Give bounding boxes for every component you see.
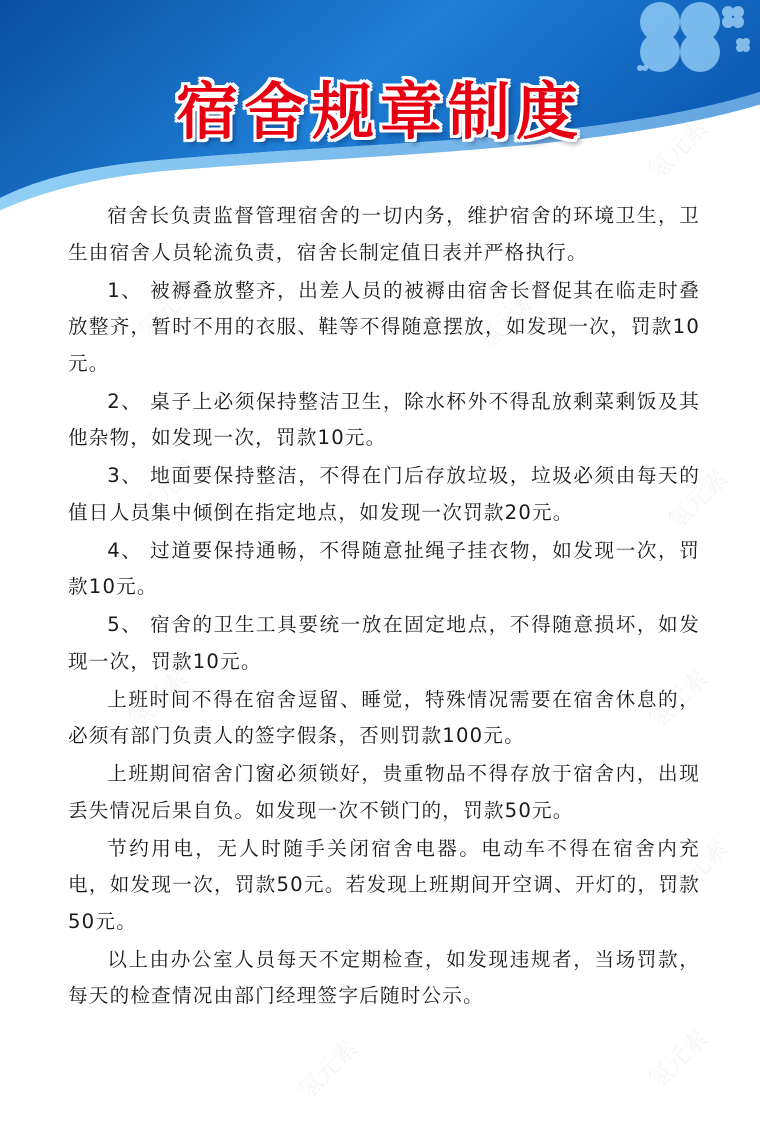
- watermark: [288, 1030, 364, 1106]
- paragraph-rule-3: 3、 地面要保持整洁，不得在门后存放垃圾，垃圾必须由每天的值日人员集中倾倒在指定地点，如发现一次罚款20元。: [68, 464, 700, 524]
- paragraph-electricity: 节约用电，无人时随手关闭宿舍电器。电动车不得在宿舍内充电，如发现一次，罚款50元。若发现上班期间开空调、开灯的，罚款50元。: [68, 836, 700, 933]
- paragraph-rule-4: 4、 过道要保持通畅，不得随意扯绳子挂衣物，如发现一次，罚款10元。: [68, 538, 700, 598]
- paragraph-security: 上班期间宿舍门窗必须锁好，贵重物品不得存放于宿舍内，出现丢失情况后果自负。如发现一次不锁门的，罚款50元。: [68, 762, 700, 822]
- paragraph-rule-1: 1、 被褥叠放整齐，出差人员的被褥由宿舍长督促其在临走时叠放整齐，暂时不用的衣服、鞋等不得随意摆放，如发现一次，罚款10元。: [68, 278, 700, 375]
- paragraph-work-hours: 上班时间不得在宿舍逗留、睡觉，特殊情况需要在宿舍休息的，必须有部门负责人的签字假条，否则罚款100元。: [68, 687, 700, 747]
- rules-body: [68, 198, 700, 1016]
- paragraph-intro: 宿舍长负责监督管理宿舍的一切内务，维护宿舍的环境卫生，卫生由宿舍人员轮流负责，宿舍长制定值日表并严格执行。: [68, 204, 700, 264]
- watermark: [638, 1020, 714, 1096]
- paragraph-rule-2: 2、 桌子上必须保持整洁卫生，除水杯外不得乱放剩菜剩饭及其他杂物，如发现一次，罚款10元。: [68, 389, 700, 449]
- page-title: 宿舍规章制度: [175, 75, 584, 148]
- paragraph-inspection: 以上由办公室人员每天不定期检查，如发现违规者，当场罚款，每天的检查情况由部门经理签字后随时公示。: [68, 947, 700, 1007]
- paragraph-rule-5: 5、 宿舍的卫生工具要统一放在固定地点，不得随意损坏，如发现一次，罚款10元。: [68, 613, 700, 673]
